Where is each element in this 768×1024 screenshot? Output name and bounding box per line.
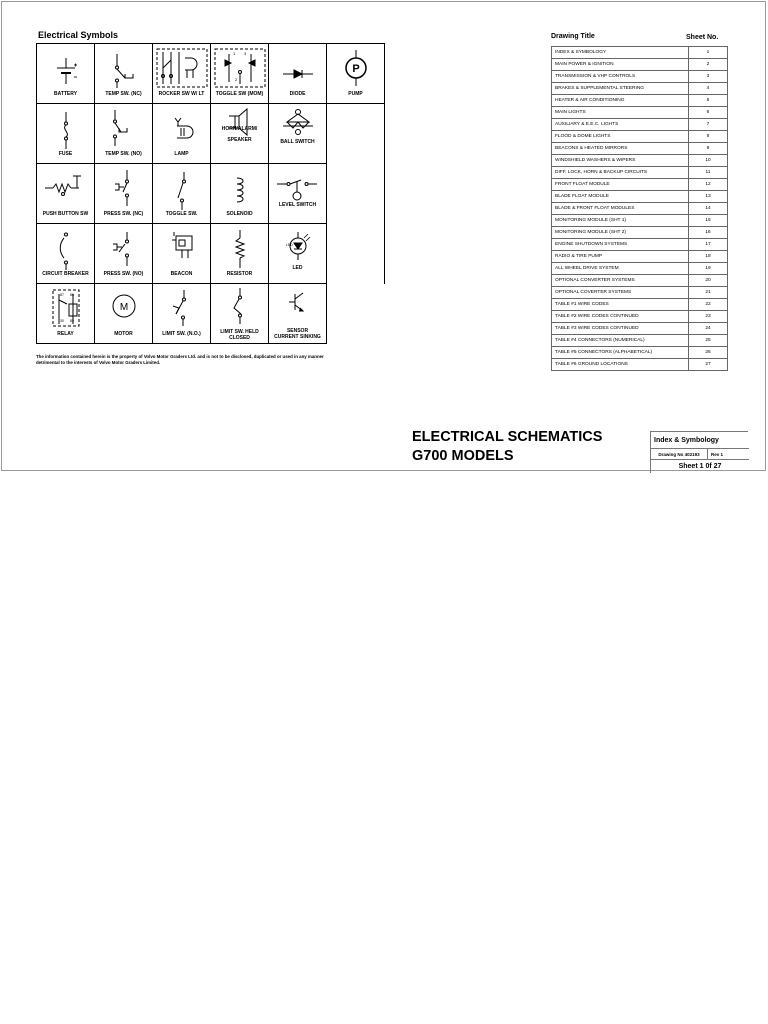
sheet-number-cell: 8 xyxy=(689,131,728,143)
sheet-number-cell: 26 xyxy=(689,347,728,359)
revision: Rev 1 xyxy=(708,449,749,460)
sheet-number-cell: 20 xyxy=(689,275,728,287)
sheet-number-cell: 22 xyxy=(689,299,728,311)
symbol-toggle-mom xyxy=(211,44,269,104)
drawing-index-table xyxy=(551,46,728,371)
symbol-horn xyxy=(211,104,269,164)
drawing-title-cell: AUXILIARY & E.E.C. LIGHTS xyxy=(552,119,689,131)
label-temp-sw-nc: TEMP SW. (NC) xyxy=(105,91,142,97)
drawing-title-cell: MAIN LIGHTS xyxy=(552,107,689,119)
symbol-temp-sw-no xyxy=(95,104,153,164)
drawing-title-cell: ENGINE SHUTDOWN SYSTEMS xyxy=(552,239,689,251)
drawing-index-row xyxy=(552,323,728,335)
drawing-index-row xyxy=(552,107,728,119)
drawing-title-cell: FLOOD & DOME LIGHTS xyxy=(552,131,689,143)
symbol-empty xyxy=(327,104,385,164)
drawing-index-row xyxy=(552,215,728,227)
label-temp-sw-no: TEMP SW. (NO) xyxy=(105,151,142,157)
drawing-index-body xyxy=(552,47,728,371)
drawing-title-cell: BEACONS & HEATED MIRRORS xyxy=(552,143,689,155)
drawing-title-cell: BRAKES & SUPPLEMENTAL STEERING xyxy=(552,83,689,95)
drawing-title-cell: OPTIONAL COVERTER SYSTEMS xyxy=(552,287,689,299)
drawing-index-row xyxy=(552,227,728,239)
svg-text:3: 3 xyxy=(244,51,247,56)
drawing-index-row xyxy=(552,335,728,347)
sheet-number-cell: 2 xyxy=(689,59,728,71)
drawing-index-row xyxy=(552,251,728,263)
label-sensor-line1: SENSOR xyxy=(286,328,309,334)
drawing-title-cell: INDEX & SYMBOLOGY xyxy=(552,47,689,59)
label-horn-line1: HORN/ALARM/ xyxy=(221,126,258,132)
drawing-index-row xyxy=(552,143,728,155)
drawing-title-cell: DIFF. LOCK, HORN & BACKUP CIRCUITS xyxy=(552,167,689,179)
drawing-index-row xyxy=(552,239,728,251)
label-horn-line2: SPEAKER xyxy=(227,137,252,143)
sheet-number-cell: 11 xyxy=(689,167,728,179)
label-toggle-mom: TOGGLE SW (MOM) xyxy=(215,91,264,97)
drawing-title-cell: TABLE #1 WIRE CODES xyxy=(552,299,689,311)
svg-text:30: 30 xyxy=(60,319,64,323)
sheet-number-cell: 4 xyxy=(689,83,728,95)
label-limit-no: LIMIT SW. (N.O.) xyxy=(162,331,201,337)
drawing-title-header: Drawing Title xyxy=(551,33,595,40)
label-relay: RELAY xyxy=(57,331,74,337)
symbol-led xyxy=(269,224,327,284)
drawing-title-cell: OPTIONAL CONVERTER SYSTEMS xyxy=(552,275,689,287)
symbol-temp-sw-nc xyxy=(95,44,153,104)
symbol-fuse xyxy=(37,104,95,164)
drawing-index-row xyxy=(552,347,728,359)
svg-text:86: 86 xyxy=(70,293,74,297)
sheet-number-cell: 23 xyxy=(689,311,728,323)
symbol-battery xyxy=(37,44,95,104)
sheet-number-cell: 21 xyxy=(689,287,728,299)
symbols-grid xyxy=(36,43,385,344)
label-rocker-sw: ROCKER SW W/ LT xyxy=(158,91,205,97)
drawing-index-row xyxy=(552,275,728,287)
symbol-solenoid xyxy=(211,164,269,224)
drawing-index-row xyxy=(552,131,728,143)
drawing-title-cell: BLADE & FRONT FLOAT MODULES xyxy=(552,203,689,215)
drawing-title-cell: TABLE #6 GROUND LOCATIONS xyxy=(552,359,689,371)
label-press-sw-no: PRESS SW. (NO) xyxy=(103,271,144,277)
symbol-level-switch xyxy=(269,164,327,224)
main-title xyxy=(412,428,602,466)
drawing-index-row xyxy=(552,71,728,83)
drawing-title-cell: BLADE FLOAT MODULE xyxy=(552,191,689,203)
ball-switch-icon xyxy=(269,104,327,164)
drawing-title-cell: TABLE #2 WIRE CODES CONTINUED xyxy=(552,311,689,323)
drawing-title-cell: MONITORING MODULE (SHT 1) xyxy=(552,215,689,227)
sheet-number-cell: 15 xyxy=(689,215,728,227)
label-sensor-line2: CURRENT SINKING xyxy=(274,334,321,340)
sheet-number-cell: 25 xyxy=(689,335,728,347)
drawing-title-cell: TABLE #5 CONNECTORS (ALPHABETICAL) xyxy=(552,347,689,359)
main-title-line2: G700 MODELS xyxy=(412,448,514,464)
label-motor: MOTOR xyxy=(114,331,133,337)
label-solenoid: SOLENOID xyxy=(226,211,253,217)
label-horn xyxy=(211,126,268,143)
drawing-number: Drawing No 402193 xyxy=(651,449,708,460)
label-toggle-sw: TOGGLE SW. xyxy=(165,211,198,217)
symbols-title: Electrical Symbols xyxy=(38,30,119,40)
sheet-number-header: Sheet No. xyxy=(686,34,719,41)
label-limit-held xyxy=(211,329,268,341)
drawing-title-cell: TABLE #3 WIRE CODES CONTINUED xyxy=(552,323,689,335)
label-resistor: RESISTOR xyxy=(226,271,253,277)
label-battery: BATTERY xyxy=(53,91,78,97)
drawing-index-row xyxy=(552,299,728,311)
sheet-number-cell: 27 xyxy=(689,359,728,371)
drawing-index-row xyxy=(552,263,728,275)
sheet-number-cell: 16 xyxy=(689,227,728,239)
motor-letter: M xyxy=(119,302,129,313)
disclaimer-note: The information contained herein is the property of Volvo Motor Graders Ltd. and is not to be disclosed, duplicated or used in any manner detrimental to the interests of Volvo Motor Graders Limited. xyxy=(36,354,324,365)
sheet-number-cell: 13 xyxy=(689,191,728,203)
sheet-number-cell: 24 xyxy=(689,323,728,335)
pump-letter: P xyxy=(352,63,360,75)
drawing-index-row xyxy=(552,155,728,167)
drawing-index-row xyxy=(552,119,728,131)
label-fuse: FUSE xyxy=(58,151,73,157)
symbol-circuit-breaker xyxy=(37,224,95,284)
drawing-index-row xyxy=(552,287,728,299)
symbol-empty xyxy=(327,224,385,284)
sheet-number-cell: 6 xyxy=(689,107,728,119)
drawing-name: Index & Symbology xyxy=(651,432,749,449)
drawing-index-row xyxy=(552,191,728,203)
main-title-line1: ELECTRICAL SCHEMATICS xyxy=(412,429,603,445)
drawing-title-cell: WINDSHIELD WASHERS & WIPERS xyxy=(552,155,689,167)
symbol-press-sw-no xyxy=(95,224,153,284)
sheet-number-cell: 17 xyxy=(689,239,728,251)
drawing-index-row xyxy=(552,311,728,323)
symbol-relay xyxy=(37,284,95,344)
symbol-diode xyxy=(269,44,327,104)
symbol-beacon xyxy=(153,224,211,284)
level-switch-icon xyxy=(269,164,327,224)
drawing-title-cell: ALL WHEEL DRIVE SYSTEM xyxy=(552,263,689,275)
symbol-lamp xyxy=(153,104,211,164)
symbol-rocker-sw xyxy=(153,44,211,104)
title-block xyxy=(650,431,748,473)
symbol-toggle-sw xyxy=(153,164,211,224)
label-beacon: BEACON xyxy=(170,271,193,277)
symbol-empty xyxy=(327,284,385,344)
sheet-number-cell: 12 xyxy=(689,179,728,191)
label-ball-switch: BALL SWITCH xyxy=(280,139,315,145)
svg-text:87: 87 xyxy=(60,293,64,297)
label-pump: PUMP xyxy=(348,91,363,97)
label-led: LED xyxy=(292,265,303,271)
svg-text:1: 1 xyxy=(233,51,236,56)
drawing-index-row xyxy=(552,359,728,371)
label-limit-held-line1: LIMIT SW. HELD xyxy=(220,329,259,335)
drawing-title-cell: TABLE #4 CONNECTORS (NUMERICAL) xyxy=(552,335,689,347)
drawing-index-row xyxy=(552,167,728,179)
symbol-motor xyxy=(95,284,153,344)
sheet-number-cell: 19 xyxy=(689,263,728,275)
sheet-number-cell: 18 xyxy=(689,251,728,263)
label-diode: DIODE xyxy=(289,91,306,97)
svg-text:LED: LED xyxy=(286,243,293,247)
drawing-index-row xyxy=(552,47,728,59)
symbol-empty xyxy=(327,164,385,224)
drawing-index-row xyxy=(552,59,728,71)
symbol-resistor xyxy=(211,224,269,284)
drawing-index-row xyxy=(552,179,728,191)
symbol-limit-held xyxy=(211,284,269,344)
drawing-index-row xyxy=(552,95,728,107)
sheet-number-cell: 10 xyxy=(689,155,728,167)
sheet-number-cell: 1 xyxy=(689,47,728,59)
label-circuit-breaker: CIRCUIT BREAKER xyxy=(42,271,89,277)
sheet-number-cell: 14 xyxy=(689,203,728,215)
sheet-number-cell: 5 xyxy=(689,95,728,107)
sheet-number-cell: 3 xyxy=(689,71,728,83)
symbol-pump xyxy=(327,44,385,104)
symbol-push-button xyxy=(37,164,95,224)
label-push-button: PUSH BUTTON SW xyxy=(42,211,89,217)
drawing-index-row xyxy=(552,203,728,215)
svg-text:2: 2 xyxy=(235,77,238,82)
drawing-title-cell: MAIN POWER & IGNITION xyxy=(552,59,689,71)
svg-text:85: 85 xyxy=(70,319,74,323)
label-lamp: LAMP xyxy=(174,151,189,157)
drawing-title-cell: RADIO & TIRE PUMP xyxy=(552,251,689,263)
sheet-count: Sheet 1 0f 27 xyxy=(678,463,722,470)
drawing-index-row xyxy=(552,83,728,95)
sheet-number-cell: 9 xyxy=(689,143,728,155)
label-limit-held-line2: CLOSED xyxy=(229,335,250,341)
symbol-press-sw-nc xyxy=(95,164,153,224)
schematic-sheet xyxy=(1,1,766,471)
drawing-title-cell: HEATER & AIR CONDITIONING xyxy=(552,95,689,107)
label-press-sw-nc: PRESS SW. (NC) xyxy=(103,211,144,217)
symbol-sensor xyxy=(269,284,327,344)
drawing-title-cell: FRONT FLOAT MODULE xyxy=(552,179,689,191)
drawing-title-cell: MONITORING MODULE (SHT 2) xyxy=(552,227,689,239)
sheet-number-cell: 7 xyxy=(689,119,728,131)
drawing-title-cell: TRANSMISSION & VHP CONTROLS xyxy=(552,71,689,83)
symbol-ball-switch xyxy=(269,104,327,164)
label-level-switch: LEVEL SWITCH xyxy=(278,202,317,208)
symbol-limit-no xyxy=(153,284,211,344)
label-sensor xyxy=(269,328,326,340)
led-icon xyxy=(269,224,327,284)
